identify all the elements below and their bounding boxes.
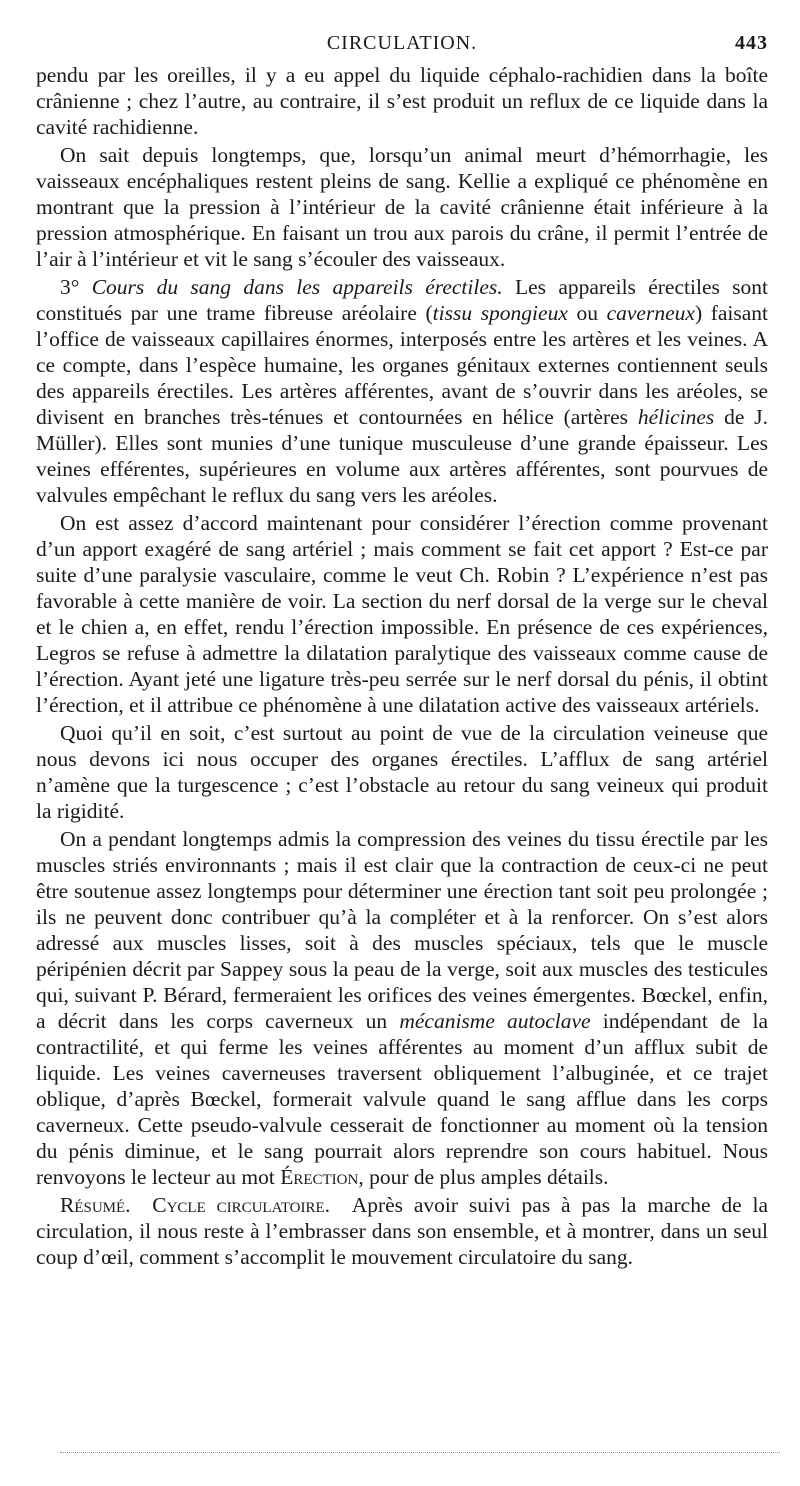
paragraph-text: On est assez d’accord maintenant pour considérer l’érection comme provenant d’un apport exagéré de sang artériel ; mais comment se fait cet apport ? Est-ce par suite d’une paralysie vasculaire, comme le veut Ch. Robin ? L’expérience n’est pas favorable à cette manière de voir. La section du nerf dorsal de la verge sur le cheval et le chien a, en effet, rendu l’érection impossible. En présence de ces expériences, Legros se refuse à admettre la dilatation paralytique des vaisseaux comme cause de l’érection. Ayant jeté une ligature très-peu serrée sur le nerf dorsal du pénis, il obtint l’érection, et il attribue ce phénomène à une dilatation active des vaisseaux artériels. bbox=[36, 511, 768, 717]
cycle-label: Cycle circulatoire. bbox=[152, 1193, 331, 1217]
paragraph-text: Les appareils érectiles sont constitués par une trame fibreuse aréolaire ( bbox=[36, 275, 769, 325]
italic-term: mécanisme autoclave bbox=[399, 1009, 591, 1033]
cross-reference: Érection bbox=[280, 1165, 359, 1189]
paragraph-text: de J. Müller). Elles sont munies d’une tunique musculeuse d’une grande épaisseur. Les veines efférentes, supérieures en volume aux artères afférentes, sont pourvues de valvules empêchant le reflux du sang vers les aréoles. bbox=[36, 405, 768, 507]
italic-term: hélicines bbox=[637, 405, 715, 429]
section-heading: Cours du sang dans les appareils érectiles. bbox=[91, 275, 503, 299]
paragraph-erection-theory bbox=[36, 510, 768, 718]
paragraph-text: On sait depuis longtemps, que, lorsqu’un animal meurt d’hémorrhagie, les vaisseaux encéphaliques restent pleins de sang. Kellie a expliqué ce phénomène en montrant que la pression à l’intérieur de la cavité crânienne était inférieure à la pression atmosphérique. En faisant un trou aux parois du crâne, il permit l’entrée de l’air à l’intérieur et vit le sang s’écouler des vaisseaux. bbox=[36, 143, 768, 271]
running-title: CIRCULATION. bbox=[326, 32, 478, 54]
italic-term: tissu spongieux bbox=[432, 301, 568, 325]
paragraph-continued bbox=[36, 62, 768, 140]
section-number: 3° bbox=[60, 275, 80, 299]
paragraph-venous-circulation bbox=[36, 720, 768, 824]
paragraph-kellie bbox=[36, 142, 768, 272]
paragraph-summary bbox=[36, 1192, 768, 1270]
page-number: 443 bbox=[735, 32, 768, 54]
paragraph-text: Après avoir suivi pas à pas la marche de la circulation, il nous reste à l’embrasser dans son ensemble, et à montrer, dans un seul coup d’œil, comment s’accomplit le mouvement circulatoire du sang. bbox=[36, 1193, 768, 1269]
italic-term: caverneux bbox=[606, 301, 695, 325]
paragraph-text: On a pendant longtemps admis la compression des veines du tissu érectile par les muscles striés environnants ; mais il est clair que la contraction de ceux-ci ne peut être soutenue assez longtemps pour déterminer une érection tant soit peu prolongée ; ils ne peuvent donc contribuer qu’à la compléter et à la renforcer. On s’est alors adressé aux muscles lisses, soit à des muscles spéciaux, tels que le muscle péripénien décrit par Sappey sous la peau de la verge, soit aux muscles des testicules qui, suivant P. Bérard, fermeraient les orifices des veines émergentes. Bœckel, enfin, a décrit dans les corps caverneux un bbox=[36, 827, 768, 1033]
summary-label: Résumé. bbox=[60, 1193, 131, 1217]
paragraph-text: indépendant de la contractilité, et qui ferme les veines afférentes au moment d’un afflux subit de liquide. Les veines caverneuses traversent obliquement l’albuginée, et ce trajet oblique, d’après Bœckel, formerait valvule quand le sang afflue dans les corps caverneux. Cette pseudo-valvule cesserait de fonctionner au moment où la tension du pénis diminue, et le sang pourrait alors reprendre son cours habituel. Nous renvoyons le lecteur au mot bbox=[36, 1009, 768, 1189]
paragraph-compression bbox=[36, 826, 768, 1190]
paragraph-text: , pour de plus amples détails. bbox=[358, 1165, 609, 1189]
paragraph-text: ) faisant l’office de vaisseaux capillaires énormes, interposés entre les artères et les veines. A ce compte, dans l’espèce humaine, les organes génitaux externes contiennent seuls des appareils érectiles. Les artères afférentes, avant de s’ouvrir dans les aréoles, se divisent en branches très-ténues et contournées en hélice (artères bbox=[36, 301, 769, 429]
page-header bbox=[36, 28, 768, 62]
paragraph-text: Quoi qu’il en soit, c’est surtout au point de vue de la circulation veineuse que nous devons ici nous occuper des organes érectiles. L’afflux de sang artériel n’amène que la turgescence ; c’est l’obstacle au retour du sang veineux qui produit la rigidité. bbox=[36, 721, 768, 823]
document-page bbox=[36, 28, 768, 1270]
paragraph-text: ou bbox=[567, 301, 607, 325]
footer-dotted-rule bbox=[60, 1452, 780, 1453]
paragraph-erectile-apparatus bbox=[36, 274, 768, 508]
page-body bbox=[36, 62, 768, 1270]
paragraph-text: pendu par les oreilles, il y a eu appel du liquide céphalo-rachidien dans la boîte crânienne ; chez l’autre, au contraire, il s’est produit un reflux de ce liquide dans la cavité rachidienne. bbox=[36, 63, 768, 139]
